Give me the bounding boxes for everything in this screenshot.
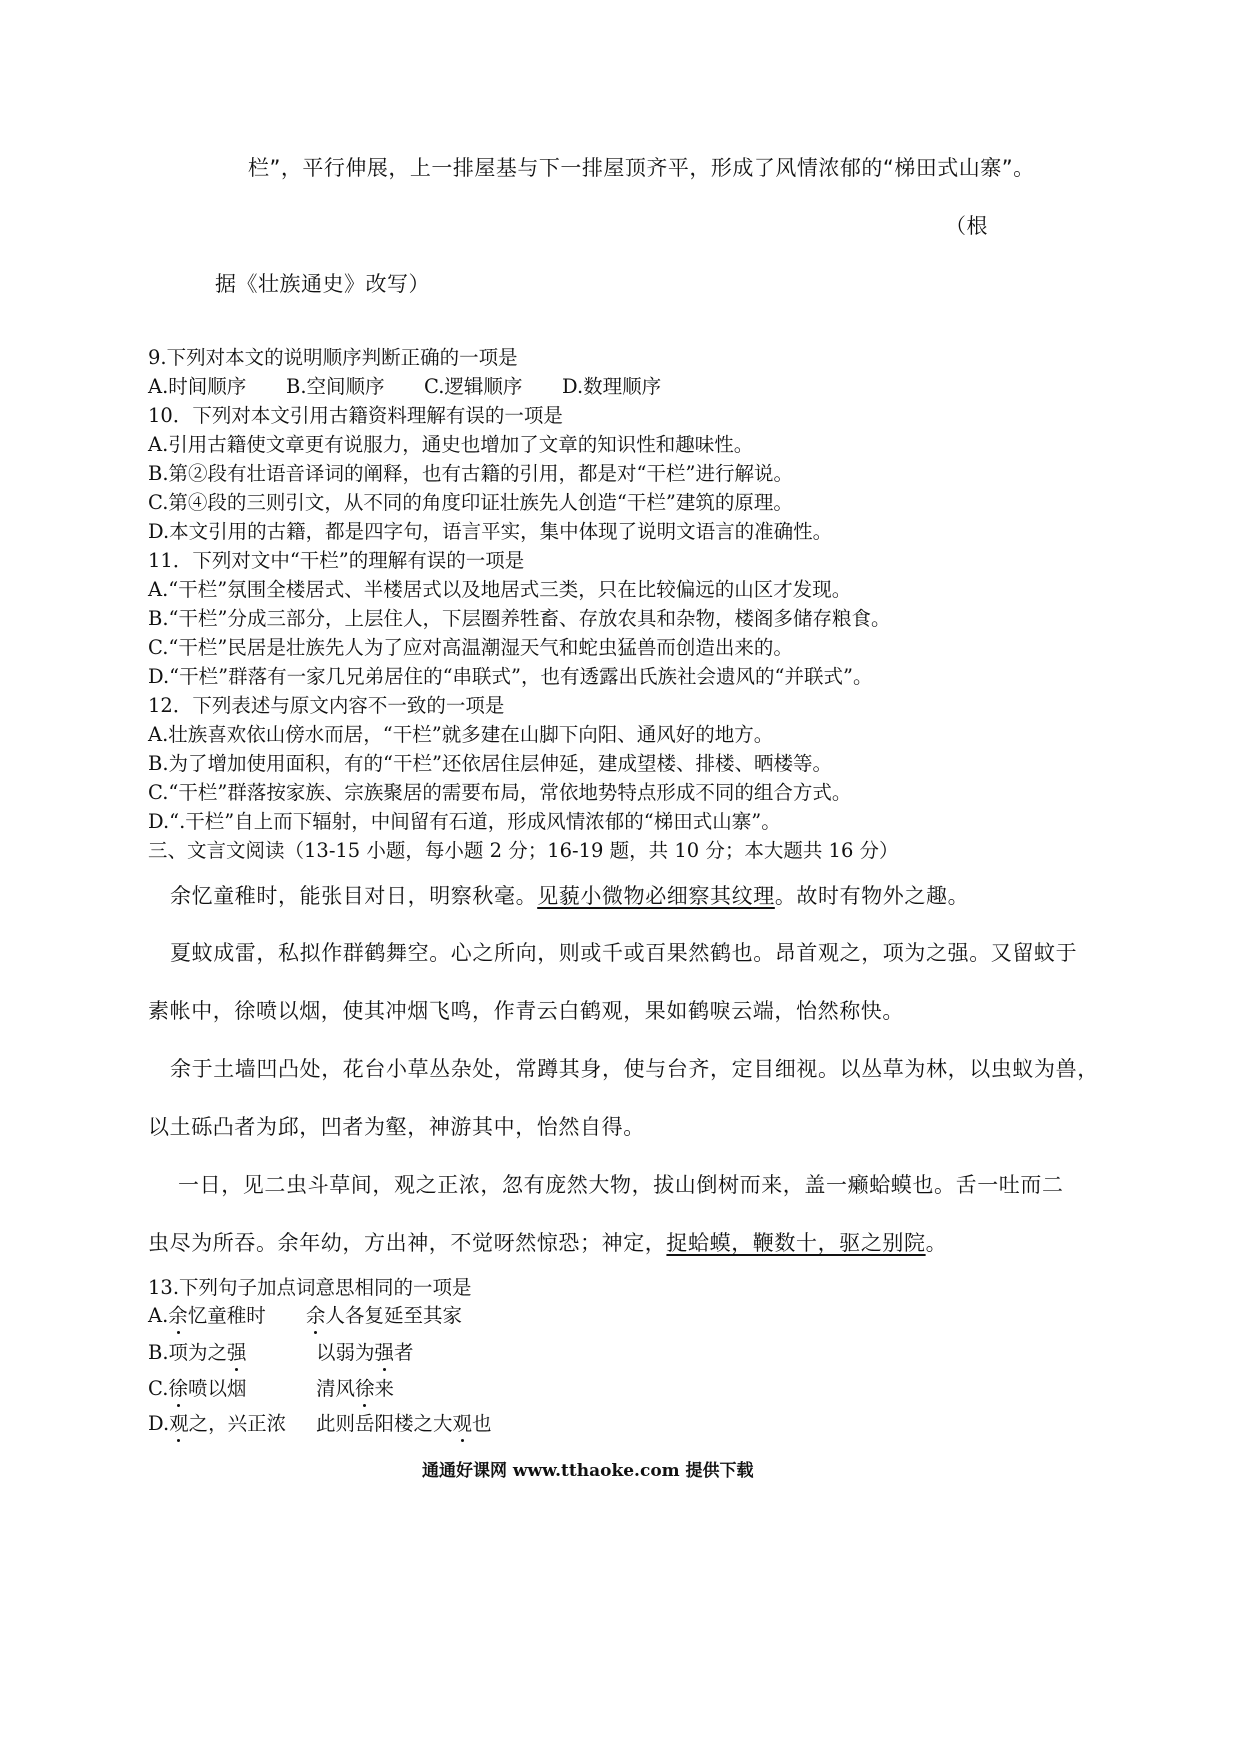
question-11-option-a: A.“干栏”氛围全楼居式、半楼居式以及地居式三类，只在比较偏远的山区才发现。: [148, 578, 852, 601]
question-11-option-c: C.“干栏”民居是壮族先人为了应对高温潮湿天气和蛇虫猛兽而创造出来的。: [148, 636, 793, 659]
classical-paragraph-3-line-1: 余于土墙凹凸处，花台小草丛杂处，常蹲其身，使与台齐，定目细视。以丛草为林，以虫蚁为兽，: [170, 1057, 1099, 1081]
question-10-option-a: A.引用古籍使文章更有说服力，通史也增加了文章的知识性和趣味性。: [148, 433, 754, 456]
page-footer: 通通好课网 www.tthaoke.com 提供下载: [422, 1461, 754, 1481]
classical-paragraph-4-line-2: 虫尽为所吞。余年幼，方出神，不觉呀然惊恐；神定，捉蛤蟆，鞭数十，驱之别院。: [148, 1231, 948, 1255]
question-9-stem: 9.下列对本文的说明顺序判断正确的一项是: [148, 346, 518, 369]
question-11-option-d: D.“干栏”群落有一家几兄弟居住的“串联式”，也有透露出氏族社会遗风的“并联式”。: [148, 665, 873, 688]
dotted-word: 余: [306, 1304, 326, 1327]
classical-paragraph-3-line-2: 以土砾凸者为邱，凹者为壑，神游其中，怡然自得。: [148, 1115, 645, 1139]
dotted-word: 余: [168, 1304, 188, 1327]
question-12-option-c: C.“干栏”群落按家族、宗族聚居的需要布局，常依地势特点形成不同的组合方式。: [148, 781, 852, 804]
underlined-sentence: 见藐小微物必细察其纹理: [537, 884, 775, 908]
classical-paragraph-2-line-1: 夏蚊成雷，私拟作群鹤舞空。心之所向，则或千或百果然鹤也。昂首观之，项为之强。又留蚊于: [170, 941, 1078, 965]
question-12-stem: 12．下列表述与原文内容不一致的一项是: [148, 694, 505, 717]
question-11-option-b: B.“干栏”分成三部分，上层住人，下层圈养牲畜、存放农具和杂物，楼阁多储存粮食。: [148, 607, 891, 630]
source-citation-open: （根: [945, 214, 988, 238]
dotted-word: 强: [227, 1341, 247, 1364]
question-9-option-c: C.逻辑顺序: [424, 375, 523, 398]
question-10-option-b: B.第②段有壮语音译词的阐释，也有古籍的引用，都是对“干栏”进行解说。: [148, 462, 793, 485]
question-13-option-b: B.项为之强: [148, 1341, 247, 1364]
classical-paragraph-4-line-1: 一日，见二虫斗草间，观之正浓，忽有庞然大物，拔山倒树而来，盖一癞蛤蟆也。舌一吐而二: [178, 1173, 1064, 1197]
question-10-option-d: D.本文引用的古籍，都是四字句，语言平实，集中体现了说明文语言的准确性。: [148, 520, 833, 543]
question-12-option-a: A.壮族喜欢依山傍水而居，“干栏”就多建在山脚下向阳、通风好的地方。: [148, 723, 774, 746]
underlined-sentence: 捉蛤蟆，鞭数十，驱之别院: [666, 1231, 926, 1255]
question-13-option-c-compare: 清风徐来: [316, 1377, 395, 1400]
question-13-option-a: A.余忆童稚时: [148, 1304, 266, 1327]
classical-paragraph-1: 余忆童稚时，能张目对日，明察秋毫。见藐小微物必细察其纹理。故时有物外之趣。: [170, 884, 970, 908]
question-10-stem: 10．下列对本文引用古籍资料理解有误的一项是: [148, 404, 563, 427]
classical-paragraph-2-line-2: 素帐中，徐喷以烟，使其冲烟飞鸣，作青云白鹤观，果如鹤唳云端，怡然称快。: [148, 999, 904, 1023]
question-13-option-d: D.观之，兴正浓: [148, 1412, 287, 1435]
question-12-option-d: D.“.干栏”自上而下辐射，中间留有石道，形成风情浓郁的“梯田式山寨”。: [148, 810, 781, 833]
question-9-option-b: B.空间顺序: [286, 375, 385, 398]
question-12-option-b: B.为了增加使用面积，有的“干栏”还依居住层伸延，建成望楼、排楼、晒楼等。: [148, 752, 832, 775]
dotted-word: 观: [169, 1412, 189, 1435]
source-citation: 据《壮族通史》改写）: [215, 272, 430, 296]
dotted-word: 徐: [168, 1377, 188, 1400]
question-11-stem: 11．下列对文中“干栏”的理解有误的一项是: [148, 549, 525, 572]
section-heading: 三、文言文阅读（13-15 小题，每小题 2 分；16-19 题，共 10 分；本大题共 16 分）: [148, 839, 899, 862]
question-13-option-a-compare: 余人各复延至其家: [306, 1304, 463, 1327]
question-13-option-d-compare: 此则岳阳楼之大观也: [316, 1412, 492, 1435]
dotted-word: 徐: [355, 1377, 375, 1400]
question-9-option-d: D.数理顺序: [562, 375, 662, 398]
question-13-stem: 13.下列句子加点词意思相同的一项是: [148, 1276, 472, 1299]
passage-line: 栏”，平行伸展，上一排屋基与下一排屋顶齐平，形成了风情浓郁的“梯田式山寨”。: [248, 156, 1035, 180]
dotted-word: 观: [452, 1412, 473, 1435]
question-13-option-c: C.徐喷以烟: [148, 1377, 247, 1400]
question-10-option-c: C.第④段的三则引文，从不同的角度印证壮族先人创造“干栏”建筑的原理。: [148, 491, 793, 514]
question-13-option-b-compare: 以弱为强者: [316, 1341, 414, 1364]
dotted-word: 强: [374, 1341, 395, 1364]
question-9-option-a: A.时间顺序: [148, 375, 247, 398]
